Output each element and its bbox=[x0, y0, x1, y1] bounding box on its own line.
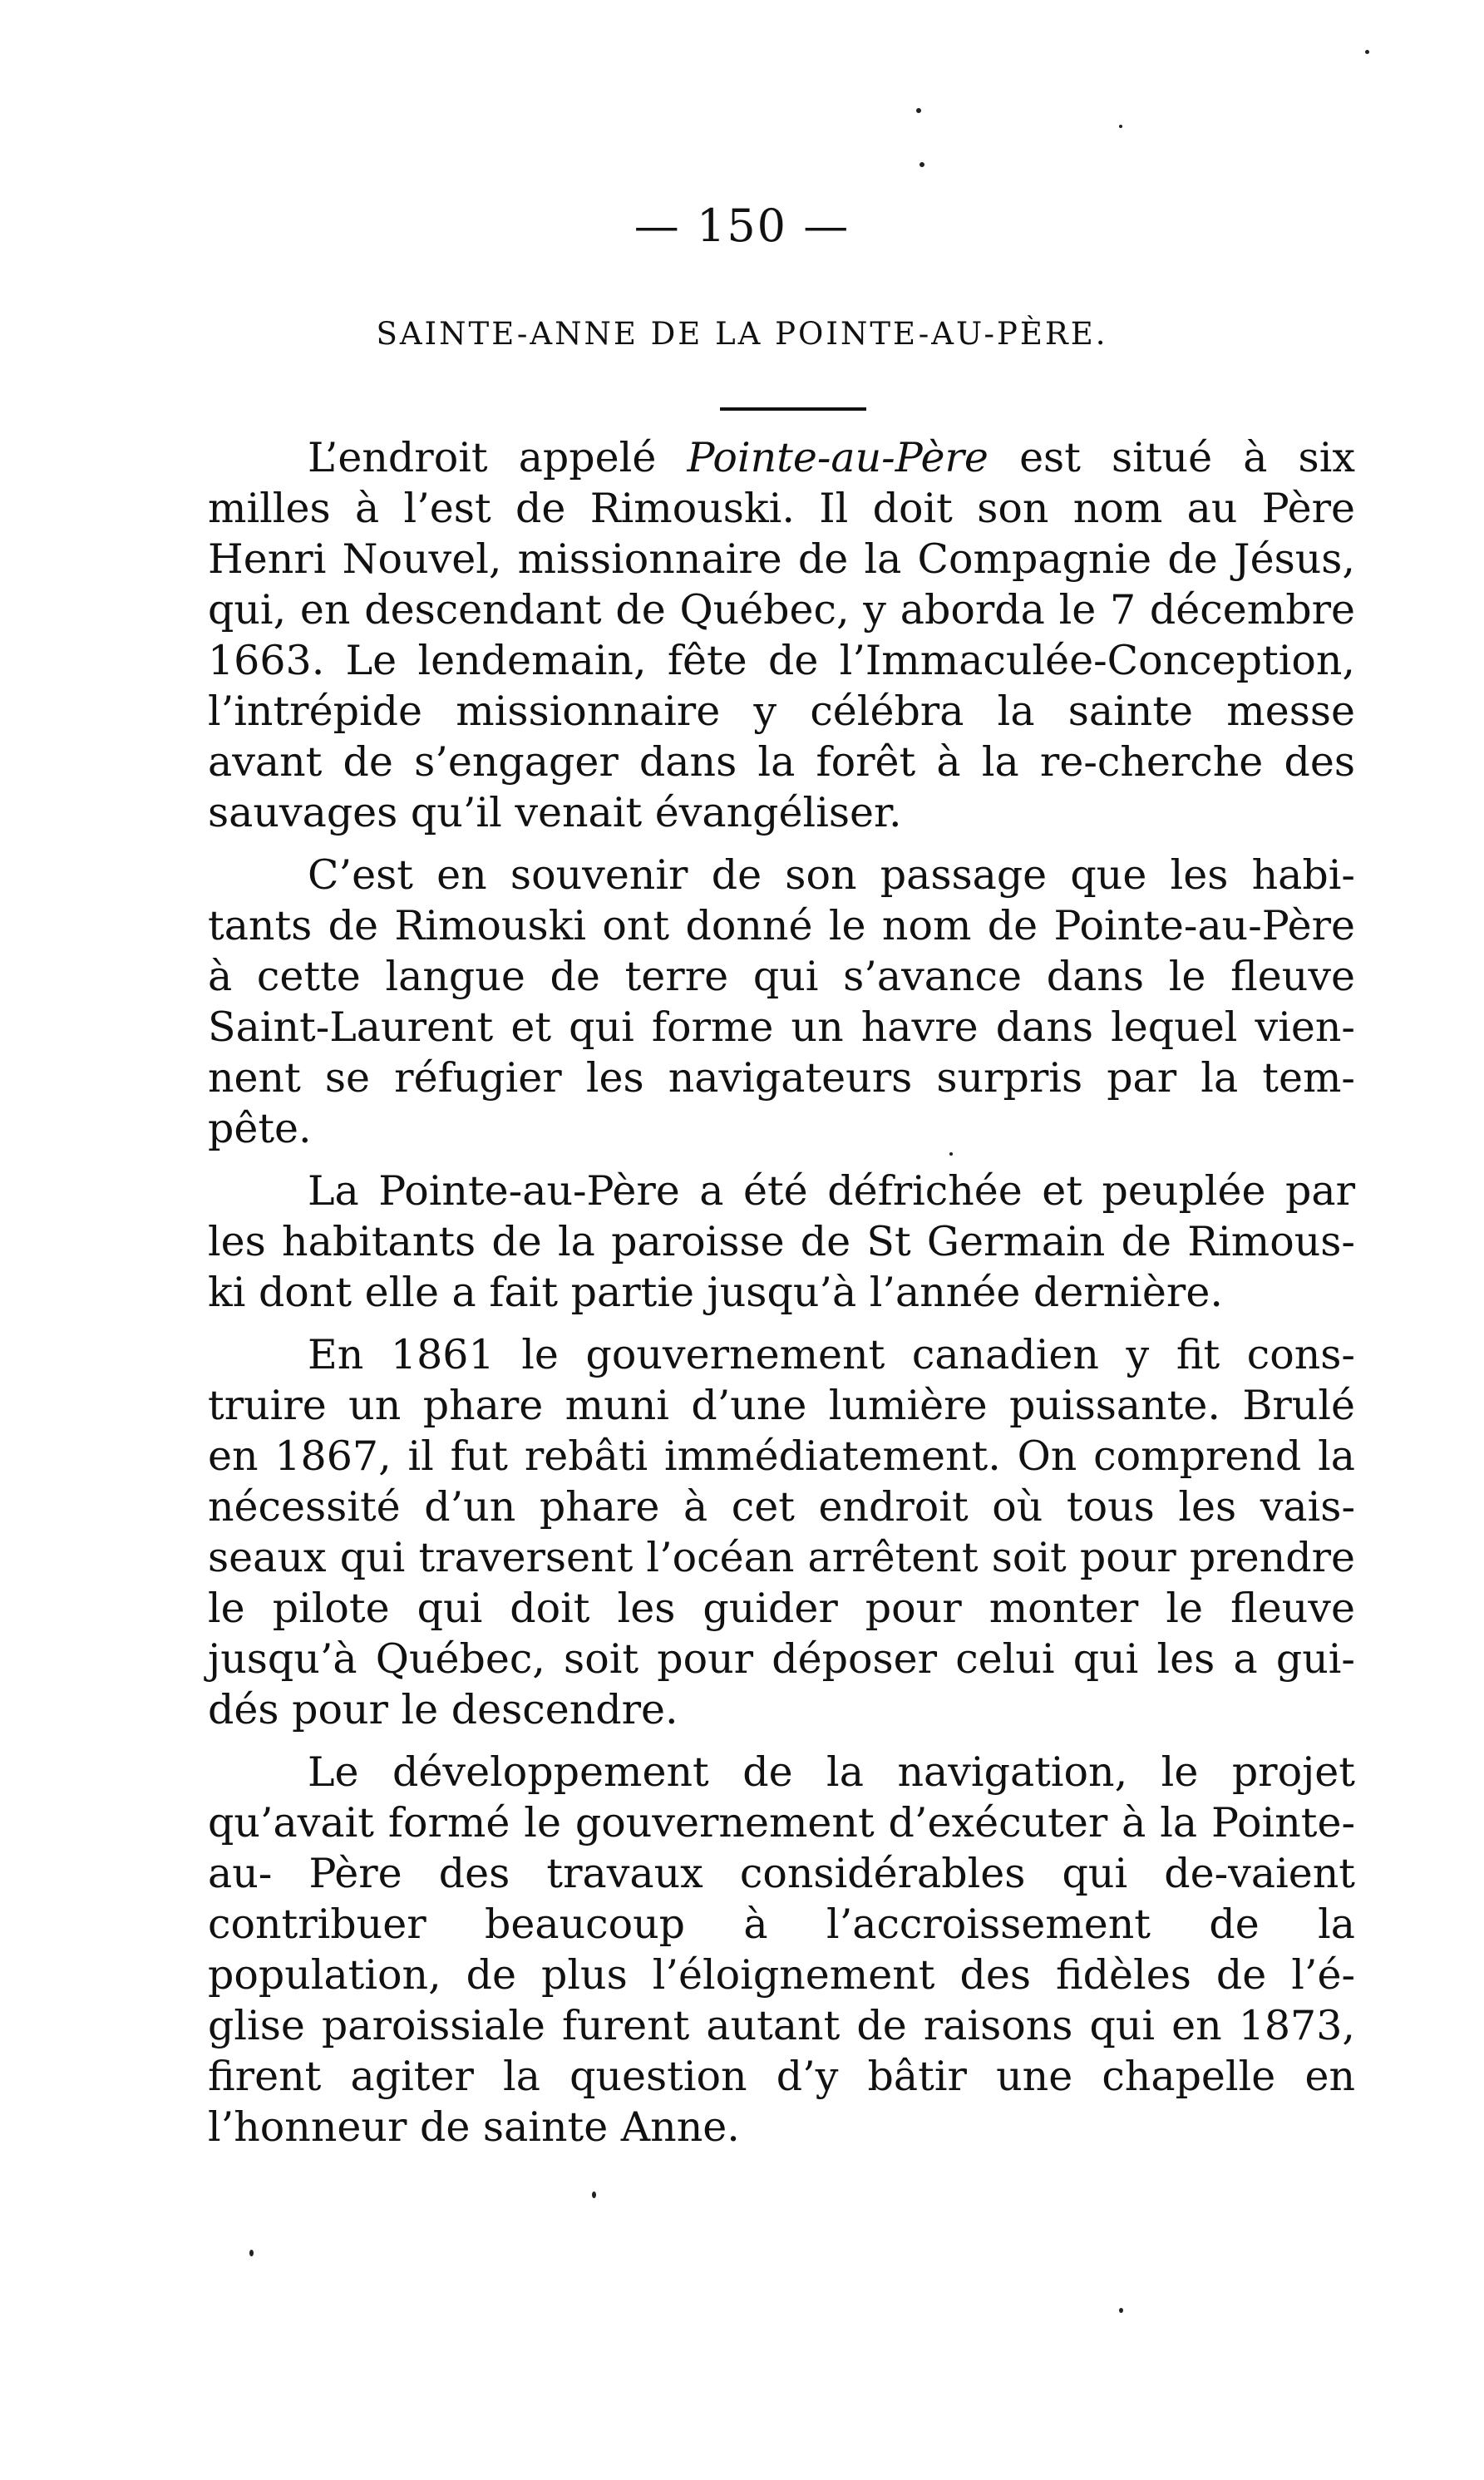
paragraph-3: La Pointe-au-Père a été défrichée et peuplée par les habitants de la paroisse de St Germain de Rimous-ki dont elle a fait partie jusqu’à l’année dernière. bbox=[208, 1167, 1355, 1316]
ink-speck bbox=[249, 2250, 254, 2256]
section-title: SAINTE-ANNE DE LA POINTE-AU-PÈRE. bbox=[376, 316, 1108, 352]
ink-speck bbox=[916, 108, 921, 113]
ink-speck bbox=[1365, 50, 1369, 54]
paragraph-4: En 1861 le gouvernement canadien y fit cons-truire un phare muni d’une lumière puissante. Brulé en 1867, il fut rebâti immédiatement. On comprend la nécessité d’un phare à cet endroit où tous les vais-seaux qui traversent l’océan arrêtent soit pour prendre le pilote qui doit les guider pour monter le fleuve jusqu’à Québec, soit pour déposer celui qui les a gui-dés pour le descendre. bbox=[208, 1331, 1355, 1733]
paragraph-2: C’est en souvenir de son passage que les habi-tants de Rimouski ont donné le nom de Pointe-au-Père à cette langue de terre qui s’avance dans le fleuve Saint-Laurent et qui forme un havre dans lequel vien-nent se réfugier les navigateurs surpris par la tem-pête. bbox=[208, 851, 1355, 1152]
paragraph-5: Le développement de la navigation, le projet qu’avait formé le gouvernement d’exécuter à la Pointe-au- Père des travaux considérables qui de-vaient contribuer beaucoup à l’accroissement de la population, de plus l’éloignement des fidèles de l’é-glise paroissiale furent autant de raisons qui en 1873, firent agiter la question d’y bâtir une chapelle en l’honneur de sainte Anne. bbox=[208, 1748, 1355, 2151]
body-text bbox=[208, 432, 1355, 2164]
paragraph-1-rest: est situé à six milles à l’est de Rimouski. Il doit son nom au Père Henri Nouvel, missionnaire de la Compagnie de Jésus, qui, en descendant de Québec, y aborda le 7 décembre 1663. Le lendemain, fête de l’Immaculée-Conception, l’intrépide missionnaire y célébra la sainte messe avant de s’engager dans la forêt à la re-cherche des sauvages qu’il venait évangéliser. bbox=[208, 434, 1356, 836]
ink-speck bbox=[949, 1152, 953, 1156]
paragraph-1-start: L’endroit appelé bbox=[308, 434, 688, 481]
title-divider bbox=[720, 407, 866, 411]
ink-speck bbox=[1119, 2308, 1123, 2313]
ink-speck bbox=[919, 162, 924, 167]
italic-place-name: Pointe-au-Père bbox=[687, 434, 989, 481]
ink-speck bbox=[592, 2192, 596, 2198]
paragraph-1 bbox=[208, 432, 1355, 838]
page-number: — 150 — bbox=[634, 200, 850, 252]
ink-speck bbox=[1119, 125, 1122, 128]
